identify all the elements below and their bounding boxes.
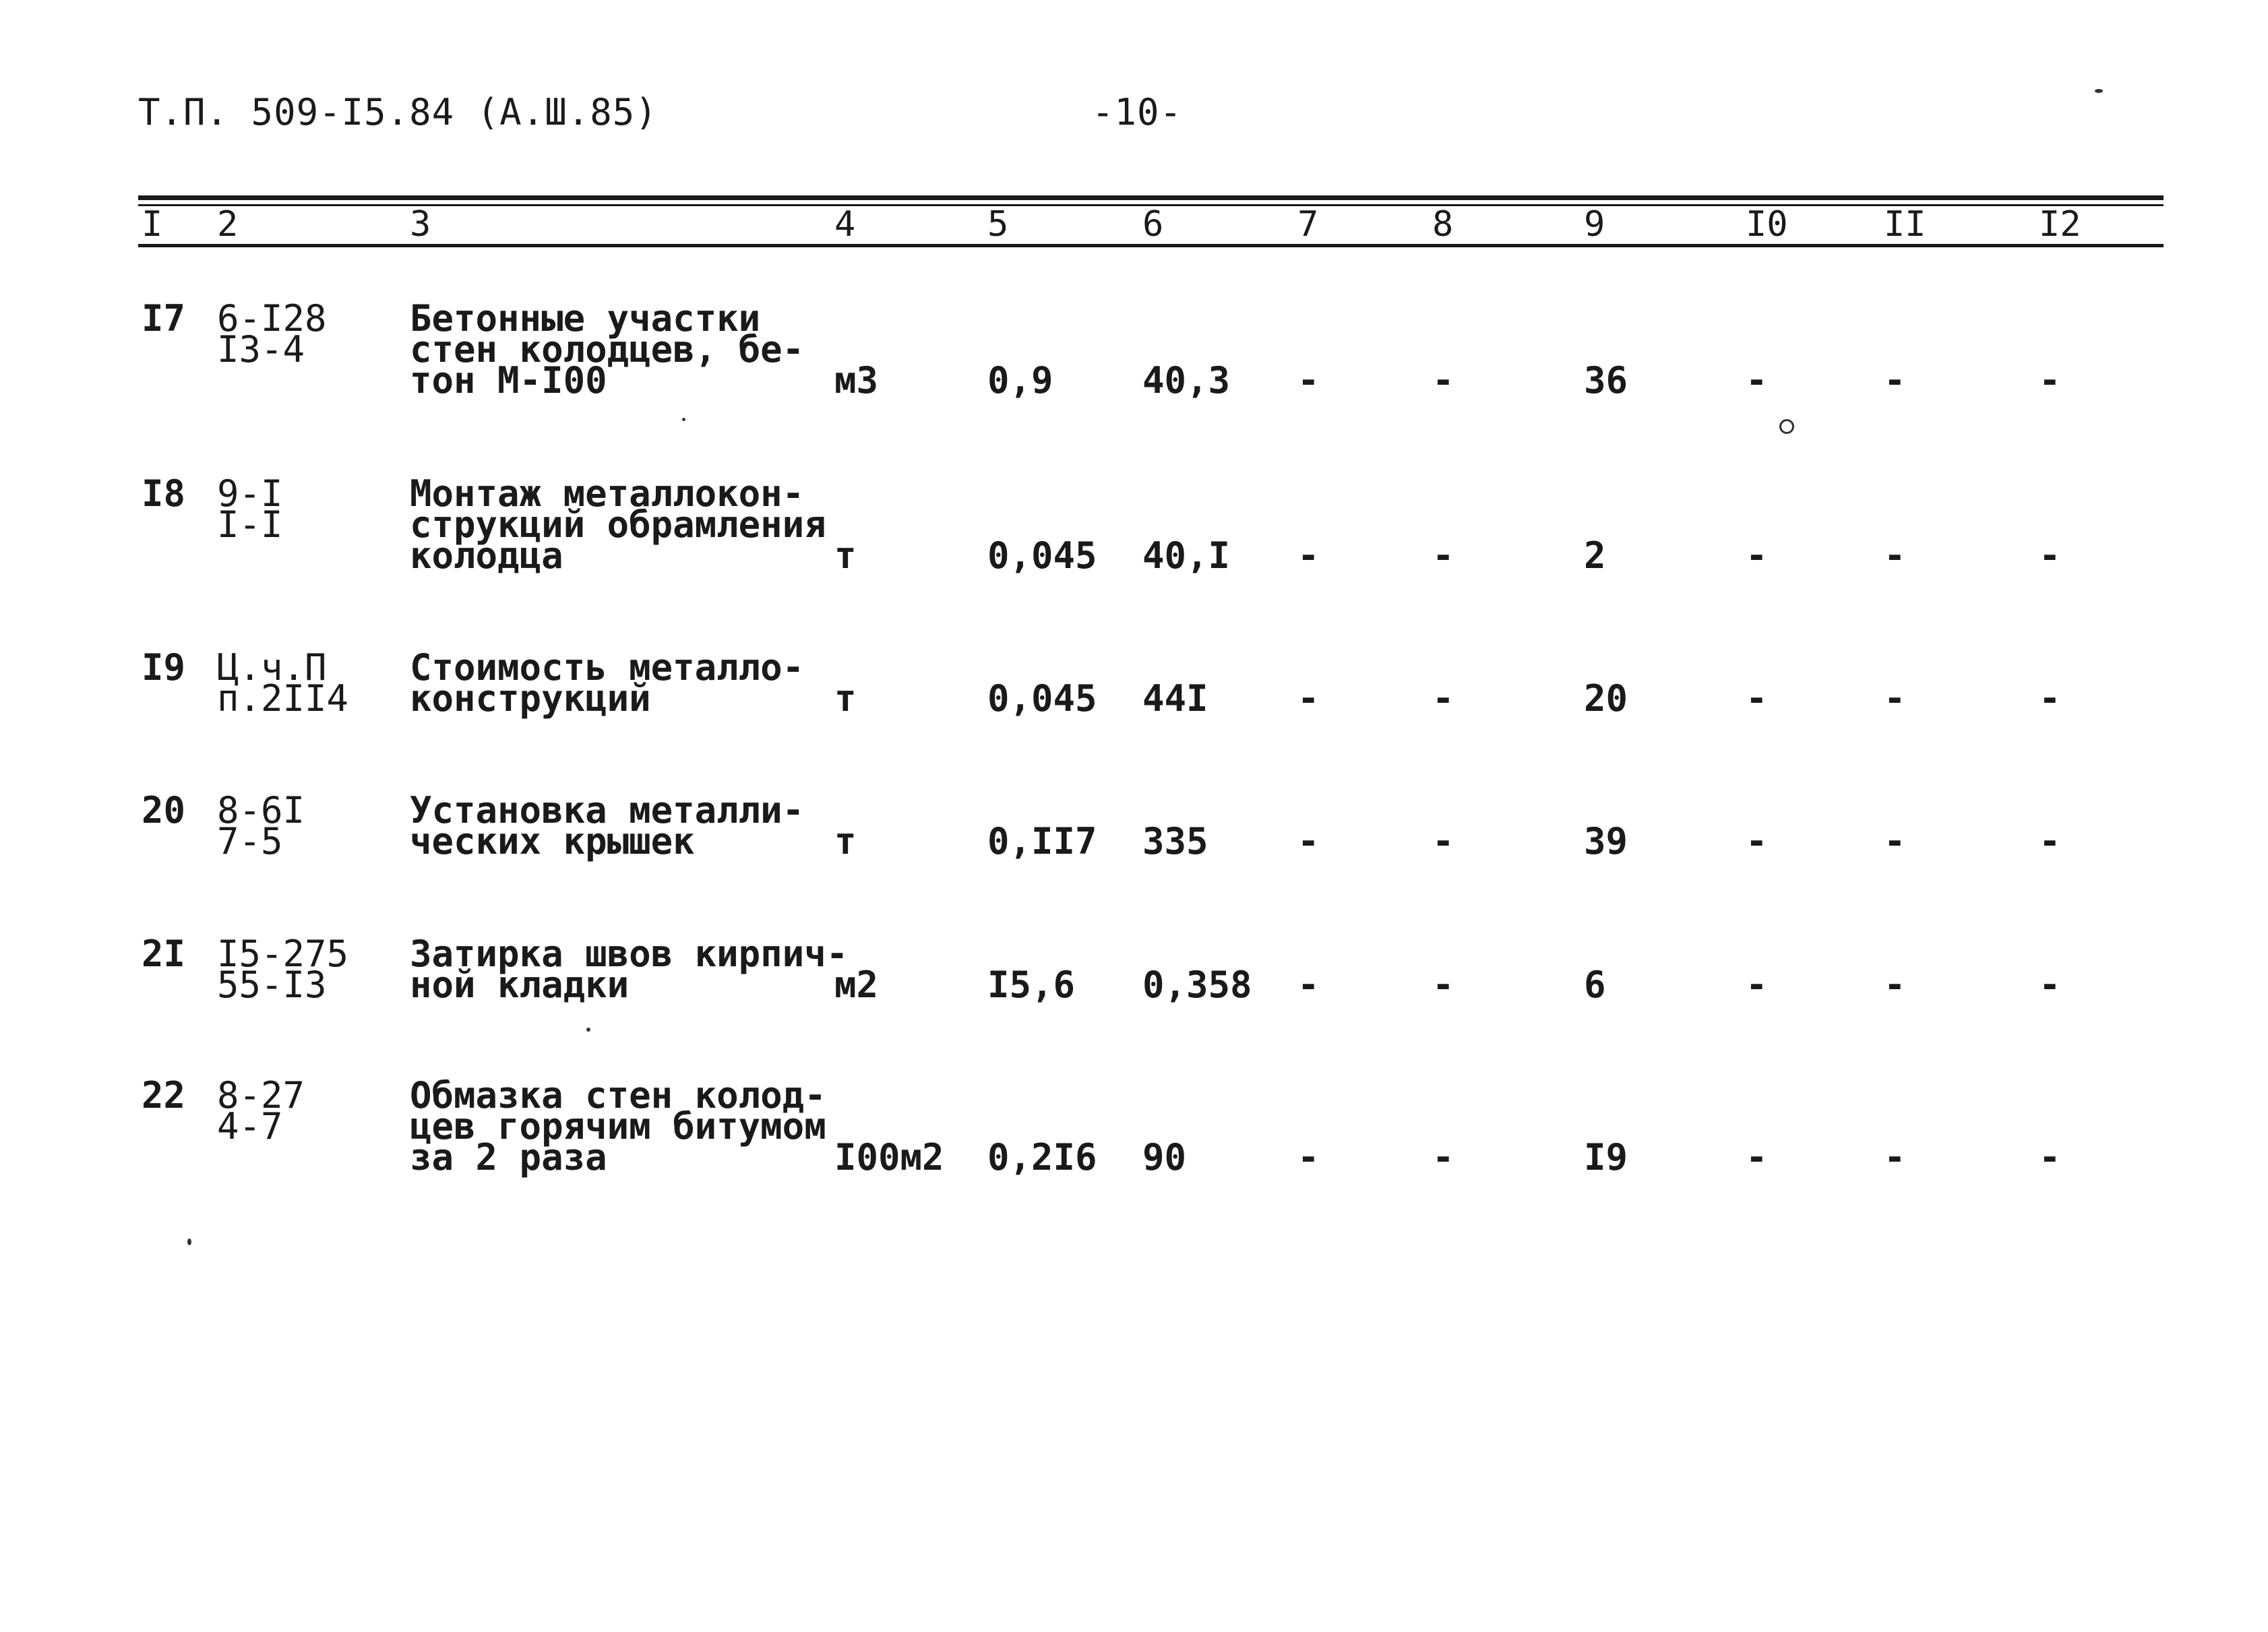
unit: т [834,820,857,862]
column-number: 4 [834,204,856,245]
work-name-line: ной кладки [410,964,630,1006]
col12-value: - [2039,677,2061,720]
norm-code-line: 8-6I [217,789,305,831]
row-number: I7 [142,297,186,340]
work-name-line: Затирка швов кирпич- [410,933,849,975]
work-name [410,789,805,862]
column-number: 8 [1432,204,1454,245]
norm-code [217,472,283,546]
work-name-line: цев горячим битумом [410,1105,826,1148]
norm-code-line: I5-275 [217,933,349,975]
col9-value: I9 [1584,1136,1628,1179]
work-name-line: Установка металли- [410,789,805,831]
unit-price: 40,3 [1142,359,1231,402]
col12-value: - [2039,964,2061,1006]
col9-value: 20 [1584,677,1628,720]
col9-value: 6 [1584,964,1606,1006]
col7-value: - [1297,677,1320,720]
col12-value: - [2039,1136,2061,1179]
norm-code-line: п.2II4 [217,677,349,720]
scan-speck [2095,89,2103,93]
norm-code [217,646,349,720]
norm-code-line: 6-I28 [217,297,327,340]
row-number: I9 [142,646,186,689]
unit: т [834,534,857,577]
quantity: I5,6 [987,964,1076,1006]
column-number: 6 [1142,204,1164,245]
col9-value: 39 [1584,820,1628,862]
norm-code-line: 4-7 [217,1105,283,1148]
col8-value: - [1432,359,1454,402]
work-name [410,646,805,720]
row-number: 20 [142,789,186,831]
scan-speck [586,1028,590,1032]
col11-value: - [1884,359,1906,402]
work-name-line: Бетонные участки [410,297,761,340]
unit: т [834,677,857,720]
scan-speck [187,1238,191,1245]
col12-value: - [2039,534,2061,577]
quantity: 0,045 [987,677,1097,720]
norm-code-line: 55-I3 [217,964,327,1006]
col11-value: - [1884,820,1906,862]
col10-value: - [1746,964,1768,1006]
column-number: I2 [2039,204,2081,245]
norm-code-line: I3-4 [217,328,305,371]
norm-code-line: Ц.ч.П [217,646,327,689]
column-number: 7 [1297,204,1319,245]
col10-value: - [1746,677,1768,720]
col7-value: - [1297,359,1320,402]
unit-price: 0,358 [1142,964,1252,1006]
norm-code-line: I-I [217,503,283,546]
norm-code [217,789,305,862]
table-top-rule [138,195,2164,200]
col8-value: - [1432,964,1454,1006]
work-name [410,297,805,402]
column-number: I0 [1746,204,1788,245]
col11-value: - [1884,1136,1906,1179]
column-number: II [1884,204,1926,245]
scan-speck [1779,419,1794,434]
column-number: I [142,204,163,245]
column-number: 5 [987,204,1009,245]
col11-value: - [1884,677,1906,720]
quantity: 0,2I6 [987,1136,1097,1179]
work-name [410,472,826,577]
quantity: 0,II7 [987,820,1097,862]
unit: I00м2 [834,1136,944,1179]
unit-price: 335 [1142,820,1208,862]
col8-value: - [1432,820,1454,862]
column-number: 3 [410,204,431,245]
norm-code-line: 8-27 [217,1074,305,1117]
column-number: 9 [1584,204,1605,245]
col10-value: - [1746,359,1768,402]
work-name-line: тон М-I00 [410,359,607,402]
norm-code-line: 9-I [217,472,283,515]
row-number: I8 [142,472,186,515]
column-number: 2 [217,204,239,245]
work-name-line: ческих крышек [410,820,695,862]
norm-code [217,933,349,1006]
work-name-line: колодца [410,534,563,577]
norm-code [217,297,327,371]
scan-speck [682,418,685,421]
col11-value: - [1884,964,1906,1006]
col9-value: 36 [1584,359,1628,402]
col9-value: 2 [1584,534,1606,577]
quantity: 0,9 [987,359,1053,402]
work-name-line: Стоимость металло- [410,646,805,689]
work-name [410,933,849,1006]
col10-value: - [1746,534,1768,577]
col7-value: - [1297,820,1320,862]
col8-value: - [1432,677,1454,720]
col8-value: - [1432,1136,1454,1179]
unit-price: 90 [1142,1136,1187,1179]
unit-price: 44I [1142,677,1208,720]
page-number: -10- [1092,91,1183,133]
col7-value: - [1297,964,1320,1006]
work-name-line: Монтаж металлокон- [410,472,805,515]
row-number: 2I [142,933,186,975]
col10-value: - [1746,1136,1768,1179]
col11-value: - [1884,534,1906,577]
norm-code [217,1074,305,1148]
col12-value: - [2039,359,2061,402]
unit: м3 [834,359,879,402]
col8-value: - [1432,534,1454,577]
quantity: 0,045 [987,534,1097,577]
unit: м2 [834,964,879,1006]
col10-value: - [1746,820,1768,862]
col7-value: - [1297,534,1320,577]
work-name-line: Обмазка стен колод- [410,1074,826,1117]
work-name [410,1074,826,1179]
unit-price: 40,I [1142,534,1231,577]
document-code: Т.П. 509-I5.84 (А.Ш.85) [138,91,658,133]
work-name-line: струкций обрамления [410,503,826,546]
work-name-line: за 2 раза [410,1136,607,1179]
norm-code-line: 7-5 [217,820,283,862]
work-name-line: стен колодцев, бе- [410,328,805,371]
row-number: 22 [142,1074,186,1117]
work-name-line: конструкций [410,677,651,720]
col7-value: - [1297,1136,1320,1179]
col12-value: - [2039,820,2061,862]
